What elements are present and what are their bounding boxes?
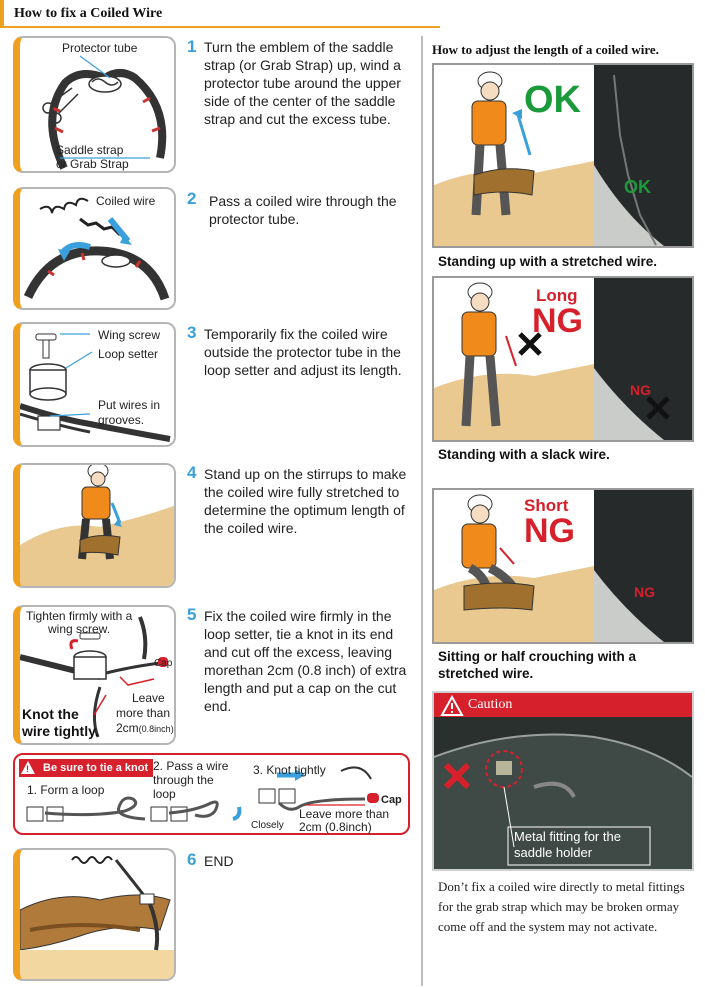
short-ng-verdict: NG (524, 512, 575, 550)
ok-verdict: OK (524, 79, 581, 121)
step-1-illustration (13, 36, 176, 173)
page-title: How to fix a Coiled Wire (14, 6, 163, 21)
closely-label: Closely (251, 820, 284, 831)
loop-setter-label: Loop setter (98, 347, 159, 361)
tighten-label-2: wing screw. (48, 622, 111, 636)
step-1-number: 1 (187, 37, 197, 56)
step-2-number: 2 (187, 189, 197, 208)
grooves-label-1: Put wires in (98, 398, 161, 412)
long-ng-panel (432, 276, 694, 442)
step-4-number: 4 (187, 463, 197, 482)
warning-exclamation-icon: ! (26, 764, 29, 774)
knot-cap-label: Cap (381, 794, 402, 806)
step-4-illustration (13, 463, 176, 588)
knot-step-2-line-2: through the (153, 773, 214, 787)
leave-label-3 (116, 721, 174, 736)
leave-label-2: more than (116, 706, 171, 720)
ok-panel (432, 63, 694, 248)
grooves-label-2: grooves. (98, 413, 145, 427)
step-5-text: Fix the coiled wire firmly in the loop setter, tie a knot in its end and cut off the excess, leaving morethan 2cm (0.8 inch) of extra length and put a cap on the cut end. (204, 608, 407, 714)
leave-label-1: Leave (132, 691, 165, 705)
ok-caption: Standing up with a stretched wire. (438, 254, 658, 269)
long-ng-photo-badge: NG (630, 382, 651, 398)
step-3-text: Temporarily fix the coiled wire outside the protector tube in the loop setter and adjust its length. (204, 326, 402, 378)
knot-step-2-line-1: 2. Pass a wire (153, 759, 229, 773)
short-ng-caption-line-2: stretched wire. (438, 666, 534, 681)
step-3-illustration (13, 322, 176, 447)
short-ng-sub: Short (524, 496, 569, 515)
caution-panel (432, 691, 694, 871)
step-6-text: END (204, 853, 234, 869)
short-ng-photo-badge: NG (634, 584, 655, 600)
leave-cm-text: 2cm (116, 721, 139, 735)
caution-warning-icon (440, 695, 464, 717)
step-5-number: 5 (187, 605, 197, 624)
wing-screw-label: Wing screw (98, 328, 161, 342)
cap-label: Cap (154, 658, 173, 669)
knot-warning-badge: Be sure to tie a knot (19, 759, 153, 777)
step-6-illustration (13, 848, 176, 981)
protector-tube-label: Protector tube (62, 41, 138, 55)
knot-step-2-line-3: loop (153, 787, 176, 801)
short-ng-caption-line-1: Sitting or half crouching with a (438, 649, 636, 664)
ok-photo-badge: OK (624, 177, 651, 197)
adjust-length-title: How to adjust the length of a coiled wire. (432, 42, 659, 57)
knot-step-1: 1. Form a loop (27, 783, 105, 797)
step-4-text: Stand up on the stirrups to make the coiled wire fully stretched to determine the optimum length of the coiled wire. (204, 466, 407, 536)
tighten-label-1: Tighten firmly with a (26, 609, 133, 623)
knot-leave-line-1: Leave more than (299, 807, 390, 821)
saddle-strap-label: Saddle strap (56, 143, 124, 157)
coiled-wire-label: Coiled wire (96, 194, 156, 208)
header-underline (0, 26, 440, 28)
knot-leave-line-2: 2cm (0.8inch) (299, 820, 372, 834)
knot-instructions-box (13, 753, 410, 835)
metal-fitting-label-1: Metal fitting for the (514, 829, 621, 844)
step-3-number: 3 (187, 323, 197, 342)
column-divider (421, 36, 423, 986)
section-header (0, 0, 440, 28)
step-2-text: Pass a coiled wire through the protector tube. (209, 193, 397, 227)
leave-inch-text: (0.8inch) (138, 724, 174, 734)
grab-strap-label: or Grab Strap (56, 157, 129, 171)
long-ng-sub: Long (536, 286, 578, 305)
step-6-number: 6 (187, 850, 197, 869)
knot-step-3: 3. Knot tightly (253, 763, 326, 777)
caution-text: Don’t fix a coiled wire directly to metal fittings for the grab strap which may be broken ormay come off and the system may not activate. (438, 879, 685, 934)
step-5-illustration (13, 605, 176, 745)
step-2-illustration (13, 187, 176, 310)
header-accent-bar (0, 0, 4, 28)
knot-wire-label-1: Knot the (22, 706, 79, 722)
short-ng-panel (432, 488, 694, 644)
long-ng-caption: Standing with a slack wire. (438, 447, 610, 462)
knot-wire-label-2: wire tightly. (22, 723, 99, 739)
caution-title: Caution (468, 697, 513, 712)
metal-fitting-label-2: saddle holder (514, 845, 593, 860)
long-ng-verdict: NG (532, 302, 583, 340)
step-1-text: Turn the emblem of the saddle strap (or Grab Strap) up, wind a protector tube around the upper side of the center of the saddle strap and cut the excess tube. (204, 39, 401, 127)
